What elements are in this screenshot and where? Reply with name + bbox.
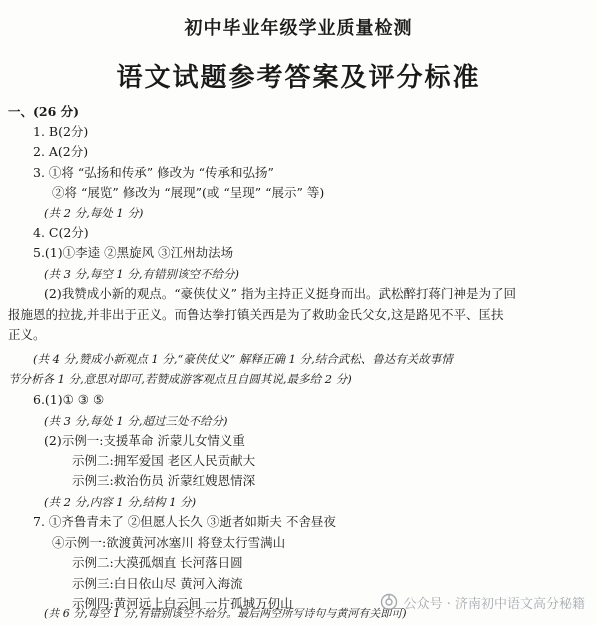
scoring-note: 节分析各 1 分,意思对即可,若赞成游客观点且自圆其说,最多给 2 分) [8,372,352,386]
exam-heading: 初中毕业年级学业质量检测 [184,18,413,39]
section-heading: 一、(26 分) [8,104,80,119]
watermark-text: 公众号 · 济南初中语文高分秘籍 [403,596,585,612]
answer-line: (2)示例一:支援革命 沂蒙儿女情义重 [44,433,245,448]
document-title: 语文试题参考答案及评分标准 [116,63,481,93]
scoring-note: (共 2 分,内容 1 分,结构 1 分) [44,495,197,509]
scoring-note: (共 4 分,赞成小新观点 1 分,“豪侠仗义” 解释正确 1 分,结合武松、鲁达有关故事情 [33,352,453,366]
scoring-note: (共 2 分,每处 1 分) [44,206,144,220]
answer-line: 1. B(2分) [33,124,89,139]
answer-line: 3. ①将 “弘扬和传承” 修改为 “传承和弘扬” [33,165,274,180]
wechat-official-account-icon [380,593,398,611]
watermark [380,592,585,612]
answer-line: 报施恩的拉拢,并非出于正义。而鲁达拳打镇关西是为了救助金氏父女,这是路见不平、匡扶 [8,307,504,322]
scoring-note: (共 6 分,每空 1 分,有错别该空不给分。最后两空所写诗句与黄河有关即可) [44,607,407,620]
answer-line: 示例二:拥军爱国 老区人民贡献大 [72,453,256,468]
answer-line: 5.(1)①李逵 ②黑旋风 ③江州劫法场 [33,245,234,260]
answer-line: 正义。 [8,327,46,342]
scoring-note: (共 3 分,每空 1 分,有错别该空不给分) [44,267,240,281]
answer-line: 示例三:白日依山尽 黄河入海流 [72,576,243,591]
scoring-note: (共 3 分,每处 1 分,超过三处不给分) [44,414,228,428]
answer-line: ④示例一:欲渡黄河冰塞川 将登太行雪满山 [52,535,286,550]
answer-line: ②将 “展览” 修改为 “展现”(或 “呈现” “展示” 等) [52,185,325,200]
answer-line: 示例四:黄河远上白云间 一片孤城万仞山 [72,596,293,611]
answer-line: (2)我赞成小新的观点。“豪侠仗义” 指为主持正义挺身而出。武松醉打蒋门神是为了回 [44,286,516,301]
answer-line: 2. A(2分) [33,144,89,159]
answer-line: 6.(1)① ③ ⑤ [33,392,105,407]
answer-line: 4. C(2分) [33,225,89,240]
answer-line: 示例二:大漠孤烟直 长河落日圆 [72,555,243,570]
answer-line: 7. ①齐鲁青未了 ②但愿人长久 ③逝者如斯夫 不舍昼夜 [33,514,336,529]
answer-line: 示例三:救治伤员 沂蒙红嫂恩情深 [72,473,256,488]
